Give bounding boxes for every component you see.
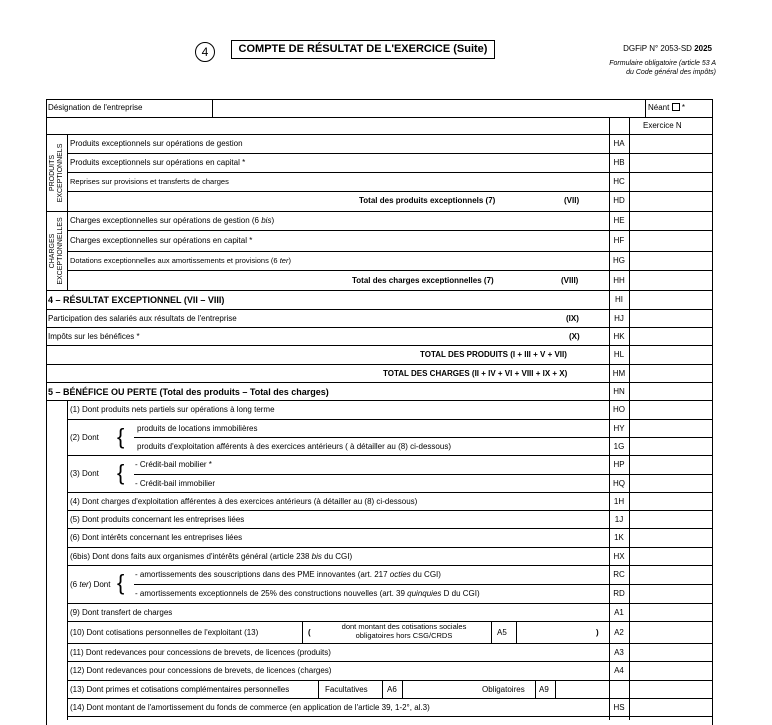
code-hd: HD (613, 196, 625, 205)
row-label-dont-3: (3) Dont (70, 469, 99, 478)
roman-hh: (VIII) (561, 276, 579, 285)
sub-line: dont montant des cotisations sociales (341, 622, 467, 631)
row-label-hf: Charges exceptionnelles sur opérations en capital * (70, 236, 253, 245)
row-line (67, 680, 712, 681)
designation-label: Désignation de l'entreprise (48, 103, 143, 112)
obligatoires-label: Obligatoires (482, 685, 525, 694)
label-italic: octies (389, 570, 411, 579)
row-line (46, 364, 712, 365)
label-end: du CGI) (321, 552, 353, 561)
row-line (134, 474, 712, 475)
row-label-hj: Participation des salariés aux résultats de l'entreprise (48, 314, 237, 323)
divider (645, 99, 646, 117)
brace: { (117, 424, 125, 449)
row-label-dont-2: (2) Dont (70, 433, 99, 442)
label-italic: bis (311, 552, 322, 561)
code-hj: HJ (614, 314, 624, 323)
row-line (134, 437, 712, 438)
label-text: - amortissements des souscriptions dans des PME innovantes (art. 217 (135, 570, 390, 579)
form-reference (623, 44, 712, 53)
row-label-hc: Reprises sur provisions et transferts de charges (70, 177, 229, 186)
code-rc: RC (613, 570, 625, 579)
row-line (46, 327, 712, 328)
a9-input[interactable] (556, 681, 608, 697)
facultatives-label: Facultatives (325, 685, 368, 694)
row-line (67, 419, 712, 420)
row-label-hm: TOTAL DES CHARGES (II + IV + VI + VIII + IX + X) (383, 369, 568, 378)
code-hl: HL (613, 350, 625, 359)
code-hn: HN (613, 387, 625, 396)
row-label-ho: (1) Dont produits nets partiels sur opérations à long terme (70, 405, 275, 414)
row-label-hi: 4 – RÉSULTAT EXCEPTIONNEL (VII – VIII) (48, 295, 225, 305)
group-line: CHARGES (49, 233, 56, 269)
row-label-a1: (9) Dont transfert de charges (70, 608, 173, 617)
code-a3: A3 (614, 648, 624, 657)
roman-hk: (X) (569, 332, 580, 341)
row-line (46, 400, 712, 401)
row-label-hq: - Crédit-bail immobilier (135, 479, 216, 488)
row-label-hb: Produits exceptionnels sur opérations en capital * (70, 158, 246, 167)
row-label-hh: Total des charges exceptionnelles (7) (352, 276, 494, 285)
row-label-hd: Total des produits exceptionnels (7) (359, 196, 496, 205)
code-1h: 1H (613, 497, 625, 506)
code-hi: HI (615, 295, 623, 304)
code-hx: HX (613, 552, 625, 561)
divider (491, 621, 492, 643)
row-label-hn: 5 – BÉNÉFICE OU PERTE (Total des produits – Total des charges) (48, 387, 329, 397)
row-line (46, 309, 712, 310)
row-line (46, 345, 712, 346)
row-line (67, 565, 712, 566)
row-label-dont-6ter (70, 580, 110, 590)
label-italic: ter (279, 256, 289, 265)
label-italic: bis (261, 216, 272, 225)
row-label-hx (70, 552, 352, 562)
row-line (67, 455, 712, 456)
label-end: D du CGI) (441, 589, 480, 598)
group-line: EXCEPTIONNELS (57, 143, 64, 203)
label-text: - amortissements exceptionnels de 25% des constructions nouvelles (art. 39 (135, 589, 408, 598)
row-label-1j: (5) Dont produits concernant les entreprises liées (70, 515, 245, 524)
code-a1: A1 (614, 608, 624, 617)
neant-field[interactable] (648, 103, 685, 113)
row-label-hp: - Crédit-bail mobilier * (135, 460, 212, 469)
label-italic: ter (79, 580, 89, 589)
row-line (67, 716, 712, 717)
row-line (46, 134, 712, 135)
label-end: ) Dont (88, 580, 111, 589)
neant-label: Néant (648, 103, 670, 112)
row-line (67, 230, 712, 231)
code-hb: HB (613, 158, 625, 167)
row-line (67, 510, 712, 511)
exercice-n-values-column[interactable] (630, 135, 711, 720)
code-1k: 1K (614, 533, 624, 542)
code-rd: RD (613, 589, 625, 598)
a6-input[interactable] (403, 681, 473, 697)
code-hf: HF (613, 236, 625, 245)
row-label-1h: (4) Dont charges d'exploitation afférentes à des exercices antérieurs (à détailler au (8) ci-dessous) (70, 497, 418, 506)
label-text: (6bis) Dont dons faits aux organismes d'intérêts général (article 238 (70, 552, 312, 561)
row-line (134, 584, 712, 585)
form-year: 2025 (694, 44, 712, 53)
code-1g: 1G (613, 442, 625, 451)
row-label-1g: produits d'exploitation afférents à des exercices antérieurs ( à détailler au (8) ci-dessous) (137, 442, 451, 451)
row-label-a2: (10) Dont cotisations personnelles de l'exploitant (13) (70, 628, 259, 637)
code-a2: A2 (614, 628, 624, 637)
group-line: EXCEPTIONNELLES (57, 217, 64, 285)
code-1j: 1J (614, 515, 624, 524)
row-label-a4: (12) Dont redevances pour concessions de brevets, de licences (charges) (70, 666, 332, 675)
code-hc: HC (613, 177, 625, 186)
code-ho: HO (613, 405, 625, 414)
code-a6: A6 (387, 685, 397, 694)
close-paren: ) (596, 628, 599, 637)
divider (382, 680, 383, 698)
row-label-rd (135, 589, 480, 599)
code-a9: A9 (539, 685, 549, 694)
row-label-1k: (6) Dont intérêts concernant les entreprises liées (70, 533, 243, 542)
divider (318, 680, 319, 698)
row-label-he (70, 216, 274, 226)
brace: { (117, 460, 125, 485)
row-line (67, 528, 712, 529)
row-line (67, 643, 712, 644)
roman-hd: (VII) (564, 196, 580, 205)
label-text: Charges exceptionnelles sur opérations de gestion (6 (70, 216, 262, 225)
divider (535, 680, 536, 698)
a2-sub-label (330, 622, 478, 640)
section-number: 4 (195, 42, 215, 62)
code-a5: A5 (497, 628, 507, 637)
group-line: PRODUITS (49, 154, 56, 192)
brace: { (117, 570, 125, 595)
label-italic: quinquies (407, 589, 442, 598)
designation-input[interactable] (213, 100, 645, 116)
row-label-hg (70, 256, 291, 266)
row-line (67, 492, 712, 493)
sub-line: obligatoires hors CSG/CRDS (355, 631, 453, 640)
row-label-hk: Impôts sur les bénéfices * (48, 332, 140, 341)
charges-exceptionnelles-group (49, 211, 65, 291)
note-line: Formulaire obligatoire (article 53 A (609, 60, 716, 67)
row-line (67, 603, 712, 604)
divider (46, 117, 712, 118)
produits-exceptionnels-group (49, 133, 65, 213)
row-line (67, 191, 712, 192)
form-number: DGFiP N° 2053-SD (623, 44, 692, 53)
open-paren: ( (308, 628, 311, 637)
a5-input[interactable] (517, 622, 592, 642)
row-line (67, 211, 712, 212)
neant-star: * (681, 103, 685, 112)
code-hy: HY (613, 424, 625, 433)
row-line (67, 661, 712, 662)
page-title: COMPTE DE RÉSULTAT DE L'EXERCICE (Suite) (231, 40, 495, 59)
row-line (67, 172, 712, 173)
code-he: HE (613, 216, 625, 225)
row-label-a3: (11) Dont redevances pour concessions de brevets, de licences (produits) (70, 648, 331, 657)
note-line: du Code général des impôts) (626, 69, 716, 76)
code-hq: HQ (613, 479, 625, 488)
row-label-hs: (14) Dont montant de l'amortissement du fonds de commerce (en application de l'article 39, 1-2°, al.3) (70, 703, 430, 712)
code-hh: HH (613, 276, 625, 285)
group-divider (67, 134, 68, 290)
label-text: Dotations exceptionnelles aux amortissements et provisions (6 (70, 256, 280, 265)
divider (302, 621, 303, 643)
code-hk: HK (613, 332, 625, 341)
row-label-rc (135, 570, 441, 580)
roman-hj: (IX) (566, 314, 579, 323)
row-line (67, 270, 712, 271)
exercice-label: Exercice N (643, 121, 682, 130)
code-hm: HM (612, 369, 626, 378)
label-end: ) (288, 256, 291, 265)
neant-checkbox[interactable] (672, 103, 680, 111)
code-hp: HP (613, 460, 625, 469)
row-line (67, 153, 712, 154)
row-line (67, 251, 712, 252)
row-line (46, 290, 712, 291)
code-hg: HG (613, 256, 625, 265)
row-line (67, 698, 712, 699)
form-note (576, 59, 716, 77)
code-ha: HA (613, 139, 625, 148)
row-line (46, 382, 712, 383)
row-label-a6: (13) Dont primes et cotisations complémentaires personnelles (70, 685, 290, 694)
row-label-ha: Produits exceptionnels sur opérations de gestion (70, 139, 243, 148)
row-label-hl: TOTAL DES PRODUITS (I + III + V + VII) (420, 350, 567, 359)
code-hs: HS (613, 703, 625, 712)
label-end: ) (271, 216, 275, 225)
row-line (67, 547, 712, 548)
row-label-hy: produits de locations immobilières (137, 424, 258, 433)
label-end: du CGI) (410, 570, 441, 579)
code-a4: A4 (614, 666, 624, 675)
footnote-divider (67, 400, 68, 720)
label-text: (6 (70, 580, 80, 589)
